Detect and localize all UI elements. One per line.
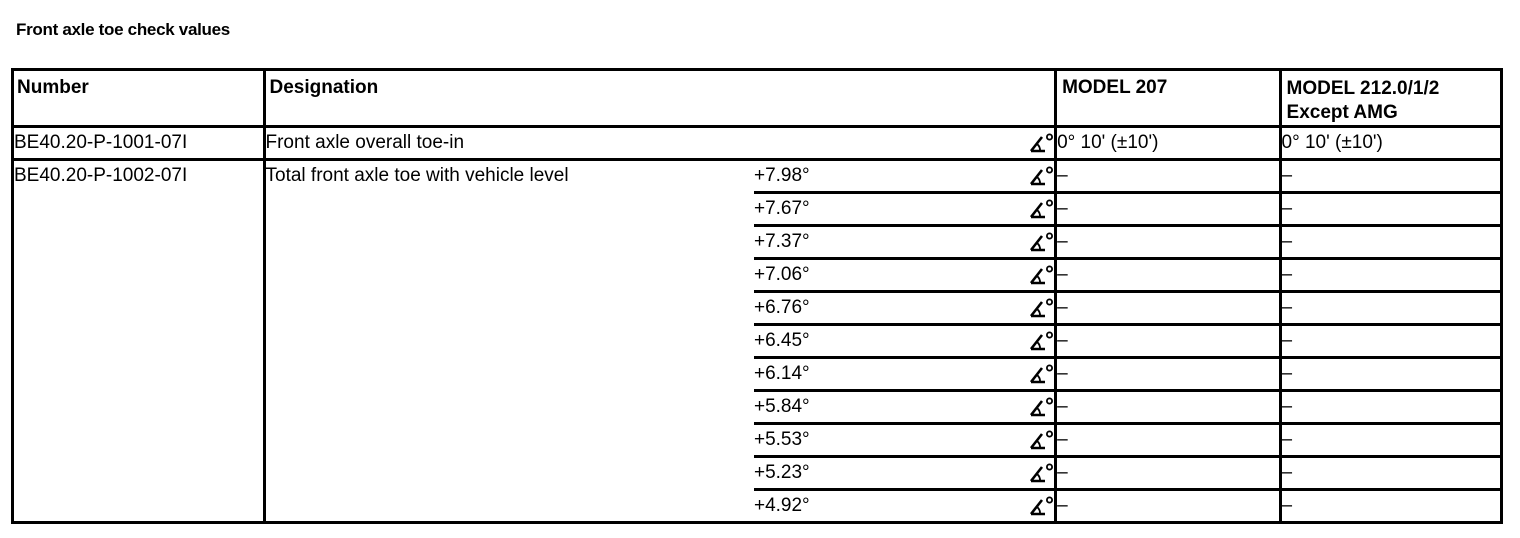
row-angle-symbol [975, 325, 1055, 358]
header-designation: Designation [264, 70, 1056, 127]
toe-angle-value: +5.53° [754, 424, 975, 457]
toe-values-table [11, 68, 1503, 524]
table-row [13, 127, 1502, 160]
row-model-212-value: – [1280, 193, 1501, 226]
row-model-212-value: – [1280, 259, 1501, 292]
row-model-212-value: – [1280, 358, 1501, 391]
row-number: BE40.20-P-1002-07I [13, 160, 265, 523]
angle-degree-icon [1028, 495, 1054, 517]
row-model-207-value: – [1056, 457, 1280, 490]
row-angle-symbol [975, 193, 1055, 226]
angle-degree-icon [1028, 198, 1054, 220]
angle-degree-icon [1028, 264, 1054, 286]
row-designation: Front axle overall toe-in [264, 127, 975, 160]
angle-degree-icon [1028, 165, 1054, 187]
toe-angle-value: +7.37° [754, 226, 975, 259]
table-row [13, 160, 1502, 193]
row-model-207-value: – [1056, 325, 1280, 358]
row-number: BE40.20-P-1001-07I [13, 127, 265, 160]
row-model-207-value: – [1056, 391, 1280, 424]
row-angle-symbol [975, 457, 1055, 490]
row-model-212-value: – [1280, 325, 1501, 358]
row-model-212-value: – [1280, 292, 1501, 325]
angle-degree-icon [1028, 396, 1054, 418]
header-model-212: MODEL 212.0/1/2 Except AMG [1280, 70, 1501, 127]
row-model-212-value: – [1280, 160, 1501, 193]
row-angle-symbol [975, 424, 1055, 457]
row-angle-symbol [975, 127, 1055, 160]
angle-degree-icon [1028, 363, 1054, 385]
angle-degree-icon [1028, 132, 1054, 154]
angle-degree-icon [1028, 462, 1054, 484]
header-model-207: MODEL 207 [1056, 70, 1280, 127]
row-model-207-value: – [1056, 424, 1280, 457]
toe-angle-value: +7.98° [754, 160, 975, 193]
toe-angle-value: +6.76° [754, 292, 975, 325]
row-model-207-value: – [1056, 259, 1280, 292]
toe-angle-value: +4.92° [753, 495, 810, 516]
angle-degree-icon [1028, 297, 1054, 319]
toe-angle-value: +6.45° [754, 325, 975, 358]
angle-degree-icon [1028, 231, 1054, 253]
toe-angle-value: +7.06° [754, 259, 975, 292]
row-angle-symbol [975, 259, 1055, 292]
row-model-207-value: – [1056, 193, 1280, 226]
row-model-212-value: – [1280, 457, 1501, 490]
row-model-207-value: – [1056, 226, 1280, 259]
row-model-212-value: – [1280, 226, 1501, 259]
row-angle-symbol [975, 292, 1055, 325]
toe-angle-value: +6.14° [754, 358, 975, 391]
row-model-207-value: 0° 10' (±10') [1056, 127, 1280, 160]
row-angle-symbol [975, 160, 1055, 193]
row-angle-symbol [975, 391, 1055, 424]
row-angle-symbol [975, 358, 1055, 391]
toe-angle-value: +5.23° [754, 457, 975, 490]
angle-degree-icon [1028, 429, 1054, 451]
row-model-207-value: – [1056, 490, 1280, 523]
row-model-212-value: – [1280, 391, 1501, 424]
row-model-207-value: – [1056, 358, 1280, 391]
row-angle-symbol [975, 490, 1055, 523]
toe-angle-value: +5.84° [754, 391, 975, 424]
row-model-212-value: – [1280, 424, 1501, 457]
row-angle-symbol [975, 226, 1055, 259]
row-model-212-value: 0° 10' (±10') [1280, 127, 1501, 160]
row-model-207-value: – [1056, 292, 1280, 325]
toe-angle-value: +7.67° [754, 193, 975, 226]
page-title: Front axle toe check values [16, 20, 230, 39]
row-model-212-value: – [1281, 495, 1293, 516]
row-designation: Total front axle toe with vehicle level [265, 165, 569, 186]
table-header-row [13, 70, 1502, 127]
row-model-207-value: – [1056, 160, 1280, 193]
angle-degree-icon [1028, 330, 1054, 352]
header-number: Number [13, 70, 265, 127]
